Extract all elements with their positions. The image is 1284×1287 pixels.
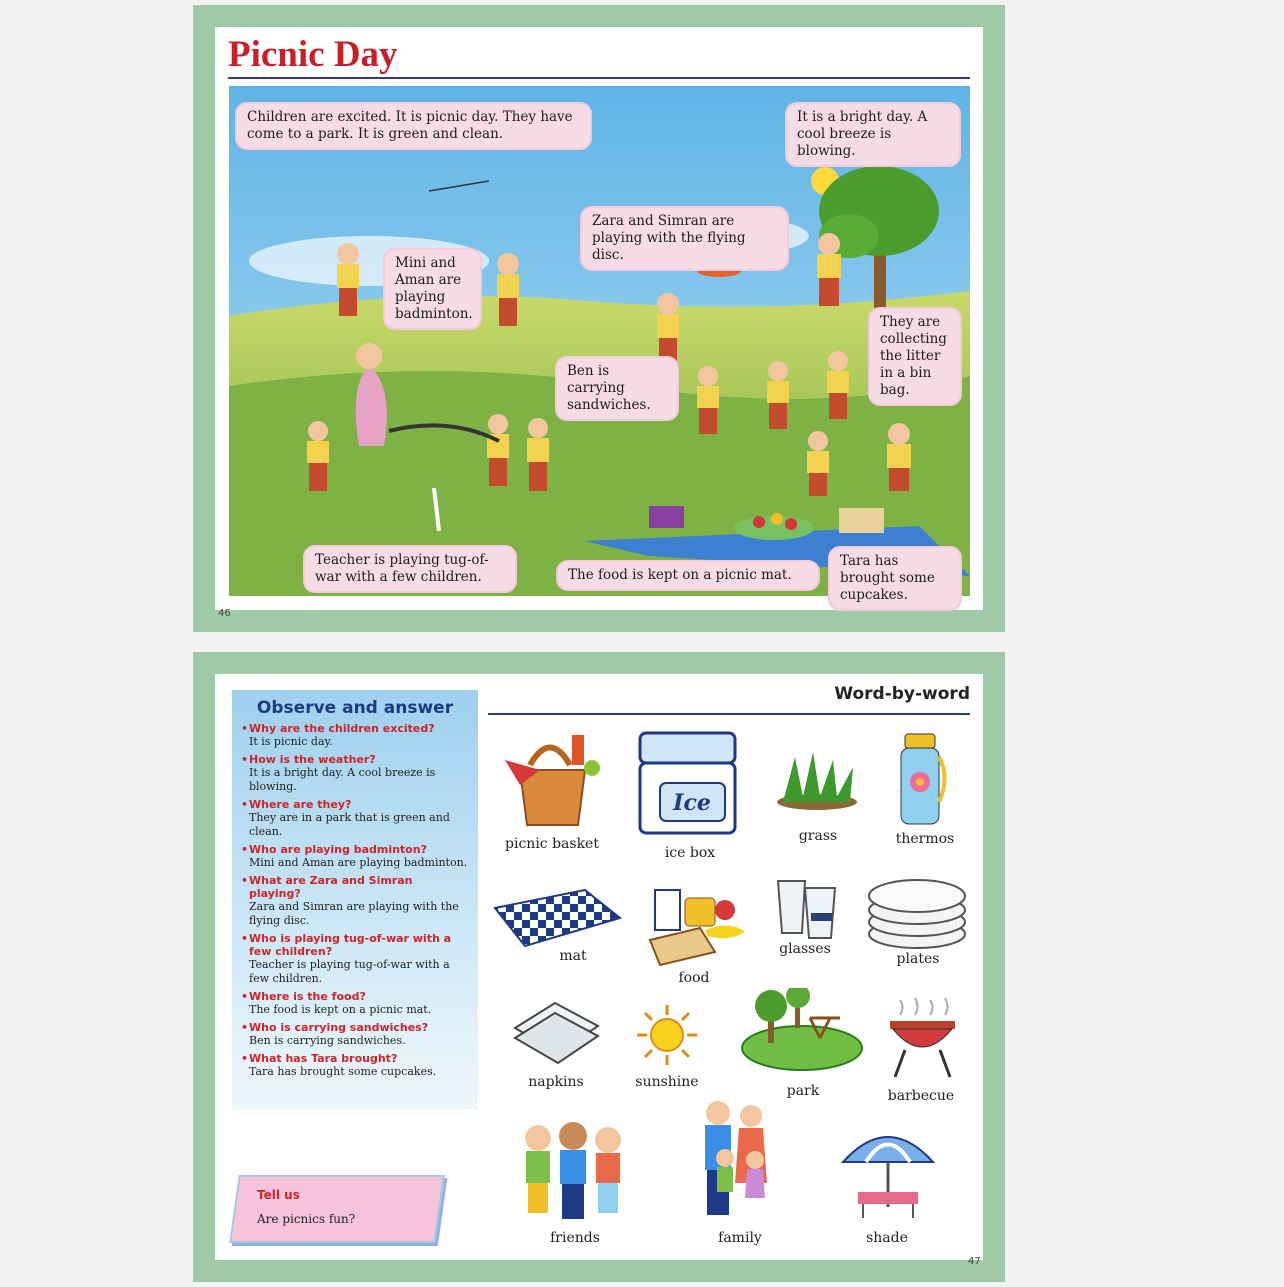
word-glasses: glasses — [779, 941, 831, 957]
word-thermos: thermos — [895, 831, 955, 847]
answer: Zara and Simran are playing with the flying disc. — [249, 900, 459, 927]
answer: The food is kept on a picnic mat. — [249, 1003, 432, 1016]
word-ice-box: ice box — [664, 845, 716, 861]
title-rule — [228, 77, 970, 79]
word-napkins: napkins — [528, 1074, 584, 1090]
word-grass: grass — [798, 828, 838, 844]
word-family: family — [718, 1230, 762, 1246]
ice-box-icon — [635, 728, 740, 838]
tell-us-question: Are picnics fun? — [257, 1212, 356, 1226]
word-plates: plates — [896, 951, 940, 967]
sunshine-icon — [635, 1003, 699, 1067]
caption-sandwiches: Ben is carrying sandwiches. — [557, 358, 677, 419]
answer: It is picnic day. — [249, 735, 333, 748]
caption-cupcakes: Tara has brought some cupcakes. — [830, 548, 960, 609]
page-title: Picnic Day — [228, 34, 398, 75]
caption-food: The food is kept on a picnic mat. — [558, 562, 818, 589]
word-picnic-basket: picnic basket — [505, 836, 599, 852]
answer: Tara has brought some cupcakes. — [249, 1065, 437, 1078]
picnic-basket-icon — [500, 730, 605, 830]
answer: Teacher is playing tug-of-war with a few children. — [249, 958, 450, 985]
question: • Who is carrying sandwiches? — [242, 1021, 468, 1034]
glasses-icon — [775, 878, 840, 940]
caption-intro: Children are excited. It is picnic day. They have come to a park. It is green and clean. — [237, 104, 590, 148]
question: • Why are the children excited? — [242, 722, 468, 735]
qa-item — [242, 843, 468, 870]
qa-item — [242, 990, 468, 1017]
word-mat: mat — [559, 948, 587, 964]
question: • What has Tara brought? — [242, 1052, 468, 1065]
caption-weather: It is a bright day. A cool breeze is blowing. — [787, 104, 959, 165]
thermos-icon — [895, 732, 950, 827]
question: • Who is playing tug-of-war with a few children? — [242, 932, 468, 958]
caption-tugofwar: Teacher is playing tug-of-war with a few children. — [305, 547, 515, 591]
caption-badminton: Mini and Aman are playing badminton. — [385, 250, 480, 328]
page-number-46: 46 — [218, 608, 231, 619]
caption-litter: They are collecting the litter in a bin bag. — [870, 309, 960, 404]
qa-item — [242, 874, 468, 928]
question: • Who are playing badminton? — [242, 843, 468, 856]
word-by-word-title: Word-by-word — [834, 684, 970, 704]
word-friends: friends — [550, 1230, 600, 1246]
qa-item — [242, 1052, 468, 1079]
question: • How is the weather? — [242, 753, 468, 766]
observe-title: Observe and answer — [256, 698, 454, 718]
qa-item — [242, 753, 468, 794]
park-icon — [740, 988, 865, 1073]
answer: Mini and Aman are playing badminton. — [249, 856, 468, 869]
caption-disc: Zara and Simran are playing with the flying disc. — [582, 208, 787, 269]
grass-icon — [775, 752, 860, 812]
food-icon — [645, 880, 750, 968]
mat-icon — [490, 888, 625, 950]
word-park: park — [786, 1083, 820, 1099]
answer: They are in a park that is green and clean. — [249, 811, 450, 838]
tell-us-heading: Tell us — [257, 1188, 300, 1202]
family-icon — [693, 1098, 785, 1223]
qa-item — [242, 1021, 468, 1048]
word-by-word-rule — [488, 713, 970, 715]
qa-item — [242, 932, 468, 986]
shade-icon — [838, 1122, 938, 1222]
page-number-47: 47 — [968, 1256, 981, 1267]
plates-icon — [865, 872, 970, 950]
question: • Where is the food? — [242, 990, 468, 1003]
tell-us-box — [229, 1175, 445, 1243]
friends-icon — [518, 1118, 628, 1223]
word-food: food — [678, 970, 710, 986]
question: • Where are they? — [242, 798, 468, 811]
ice-box-label: Ice — [673, 790, 711, 816]
barbecue-icon — [885, 995, 960, 1080]
word-sunshine: sunshine — [635, 1074, 699, 1090]
word-shade: shade — [866, 1230, 908, 1246]
answer: Ben is carrying sandwiches. — [249, 1034, 406, 1047]
qa-item — [242, 798, 468, 839]
answer: It is a bright day. A cool breeze is blowing. — [249, 766, 436, 793]
word-barbecue: barbecue — [887, 1088, 955, 1104]
qa-item — [242, 722, 468, 749]
napkins-icon — [510, 998, 602, 1070]
observe-and-answer-box — [232, 690, 478, 1110]
question: • What are Zara and Simran playing? — [242, 874, 468, 900]
